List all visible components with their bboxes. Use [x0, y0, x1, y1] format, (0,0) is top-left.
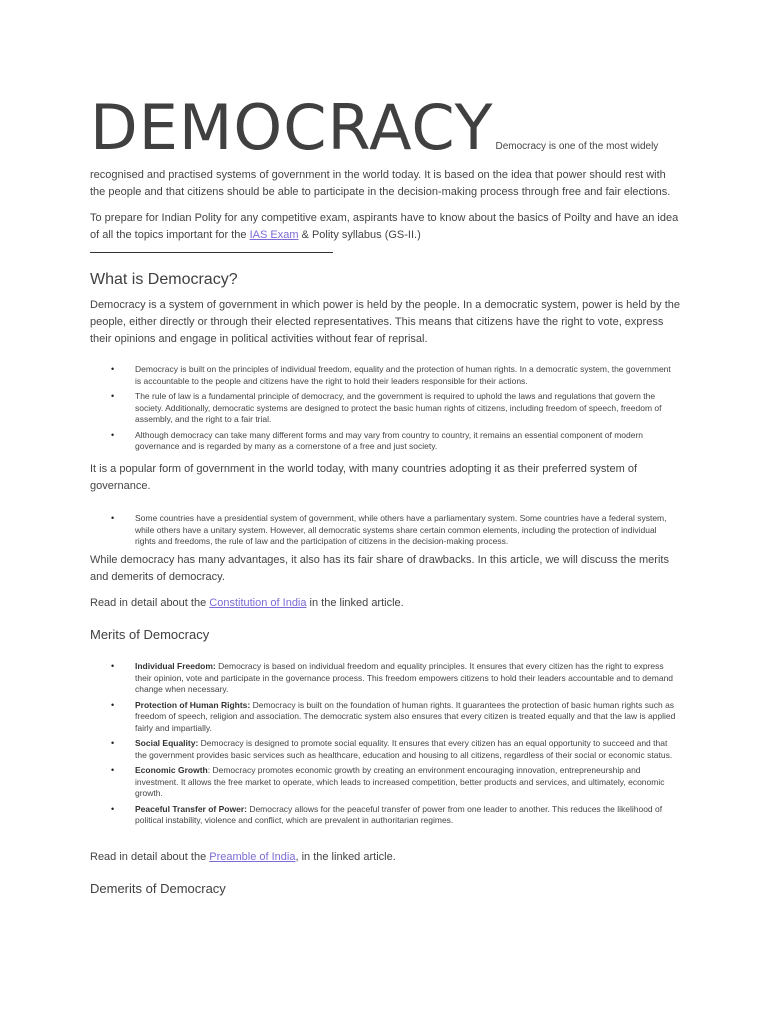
divider-line	[90, 252, 333, 253]
merit-term: Social Equality:	[135, 738, 199, 748]
bullet-icon: •	[111, 429, 115, 440]
list-item: • Although democracy can take many different forms and may vary from country to country, it remains an essential component of modern governance and is regarded by many as a cornerstone of a free and just society.	[111, 429, 644, 451]
document-title: DEMOCRACY	[90, 91, 494, 164]
bullet-icon: •	[111, 661, 115, 671]
list-item: • Some countries have a presidential system of government, while others have a parliamentary system. Some countries have a federal system, while others have a unitary system. However, all democratic systems share certain common elements, including the protection of individual rights and freedoms, the rule of law and the participation of citizens in the decision-making process.	[111, 513, 667, 546]
merit-term: Protection of Human Rights:	[135, 699, 251, 710]
systems-list	[108, 513, 678, 552]
ias-exam-link[interactable]: IAS Exam	[249, 229, 299, 241]
list-item: • Peaceful Transfer of Power: Democracy allows for the peaceful transfer of power from one leader to another. This reduces the likelihood of political instability, violence and conflict, which are prevalent in authoritarian regimes.	[111, 803, 663, 825]
intro-paragraph: recognised and practised systems of government in the world today. It is based on the idea that power should rest with the people and that citizens should be able to participate in the decision-making process through free and fair elections.	[90, 169, 671, 198]
principles-list	[108, 364, 678, 457]
title-line	[90, 92, 658, 164]
what-is-democracy-heading: What is Democracy?	[90, 271, 238, 288]
advantages-paragraph: While democracy has many advantages, it also has its fair share of drawbacks. In this article, we will discuss the merits and demerits of democracy.	[90, 554, 669, 583]
prep-text-a: To prepare for Indian Polity for any competitive exam, aspirants have to know about the basics of Poilty and have an idea of all the topics important for the	[90, 212, 679, 241]
bullet-icon: •	[111, 699, 115, 710]
constitution-of-india-link[interactable]: Constitution of India	[209, 597, 307, 609]
prep-text-b: & Polity syllabus (GS-II.)	[298, 229, 421, 241]
merit-term: Peaceful Transfer of Power:	[135, 803, 247, 814]
list-item: • Protection of Human Rights: Democracy is built on the foundation of human rights. It guarantees the protection of basic human rights such as freedom of speech, religion and association. The democratic system also ensures that every citizen is treated equally and that the law is applied fairly and impartially.	[111, 699, 676, 733]
demerits-heading: Demerits of Democracy	[90, 881, 226, 896]
constitution-paragraph: Read in detail about the Constitution of India in the linked article.	[90, 597, 404, 609]
list-item: • The rule of law is a fundamental principle of democracy, and the government is required to uphold the laws and regulations that govern the society. Additionally, democratic systems are designed to protect the basic human rights of citizens, including freedom of speech, freedom of assembly, and the right to a fair trial.	[111, 391, 662, 424]
bullet-icon: •	[111, 803, 115, 814]
bullet-icon: •	[111, 513, 115, 523]
bullet-icon: •	[111, 738, 115, 748]
preamble-paragraph: Read in detail about the Preamble of India, in the linked article.	[90, 851, 396, 863]
bullet-icon: •	[111, 364, 115, 374]
merit-term: Individual Freedom:	[135, 661, 216, 671]
preamble-of-india-link[interactable]: Preamble of India	[209, 851, 296, 863]
list-item: • Democracy is built on the principles of individual freedom, equality and the protection of human rights. In a democratic system, the government is accountable to the people and citizens have the right to hold their leaders responsible for their actions.	[111, 364, 671, 386]
list-item: • Economic Growth: Democracy promotes economic growth by creating an environment encouraging innovation, entrepreneurship and investment. It allows the free market to operate, which leads to increased competition, better products and services, and ultimately, economic growth.	[111, 765, 665, 798]
bullet-icon: •	[111, 765, 115, 775]
definition-paragraph: Democracy is a system of government in which power is held by the people. In a democratic system, power is held by the people, either directly or through their elected representatives. This means that citizens have the right to vote, express their opinions and engage in political activities without fear of reprisal.	[90, 299, 680, 345]
list-item: • Individual Freedom: Democracy is based on individual freedom and equality principles. It ensures that every citizen has the right to express their opinion, vote and participate in the governance process. This freedom empowers citizens to hold their leaders accountable and to demand change when necessary.	[111, 661, 674, 694]
prep-paragraph	[90, 210, 680, 244]
merits-list	[108, 661, 678, 831]
popular-form-paragraph: It is a popular form of government in the world today, with many countries adopting it as their preferred system of governance.	[90, 463, 638, 492]
bullet-icon: •	[111, 391, 115, 401]
list-item: • Social Equality: Democracy is designed to promote social equality. It ensures that every citizen has an equal opportunity to succeed and that the government provides basic services such as healthcare, education and housing to all citizens, regardless of their social or economic status.	[111, 738, 673, 760]
merits-heading: Merits of Democracy	[90, 627, 210, 642]
merit-term: Economic Growth	[135, 765, 208, 775]
title-trailing-text: Democracy is one of the most widely	[495, 141, 659, 152]
